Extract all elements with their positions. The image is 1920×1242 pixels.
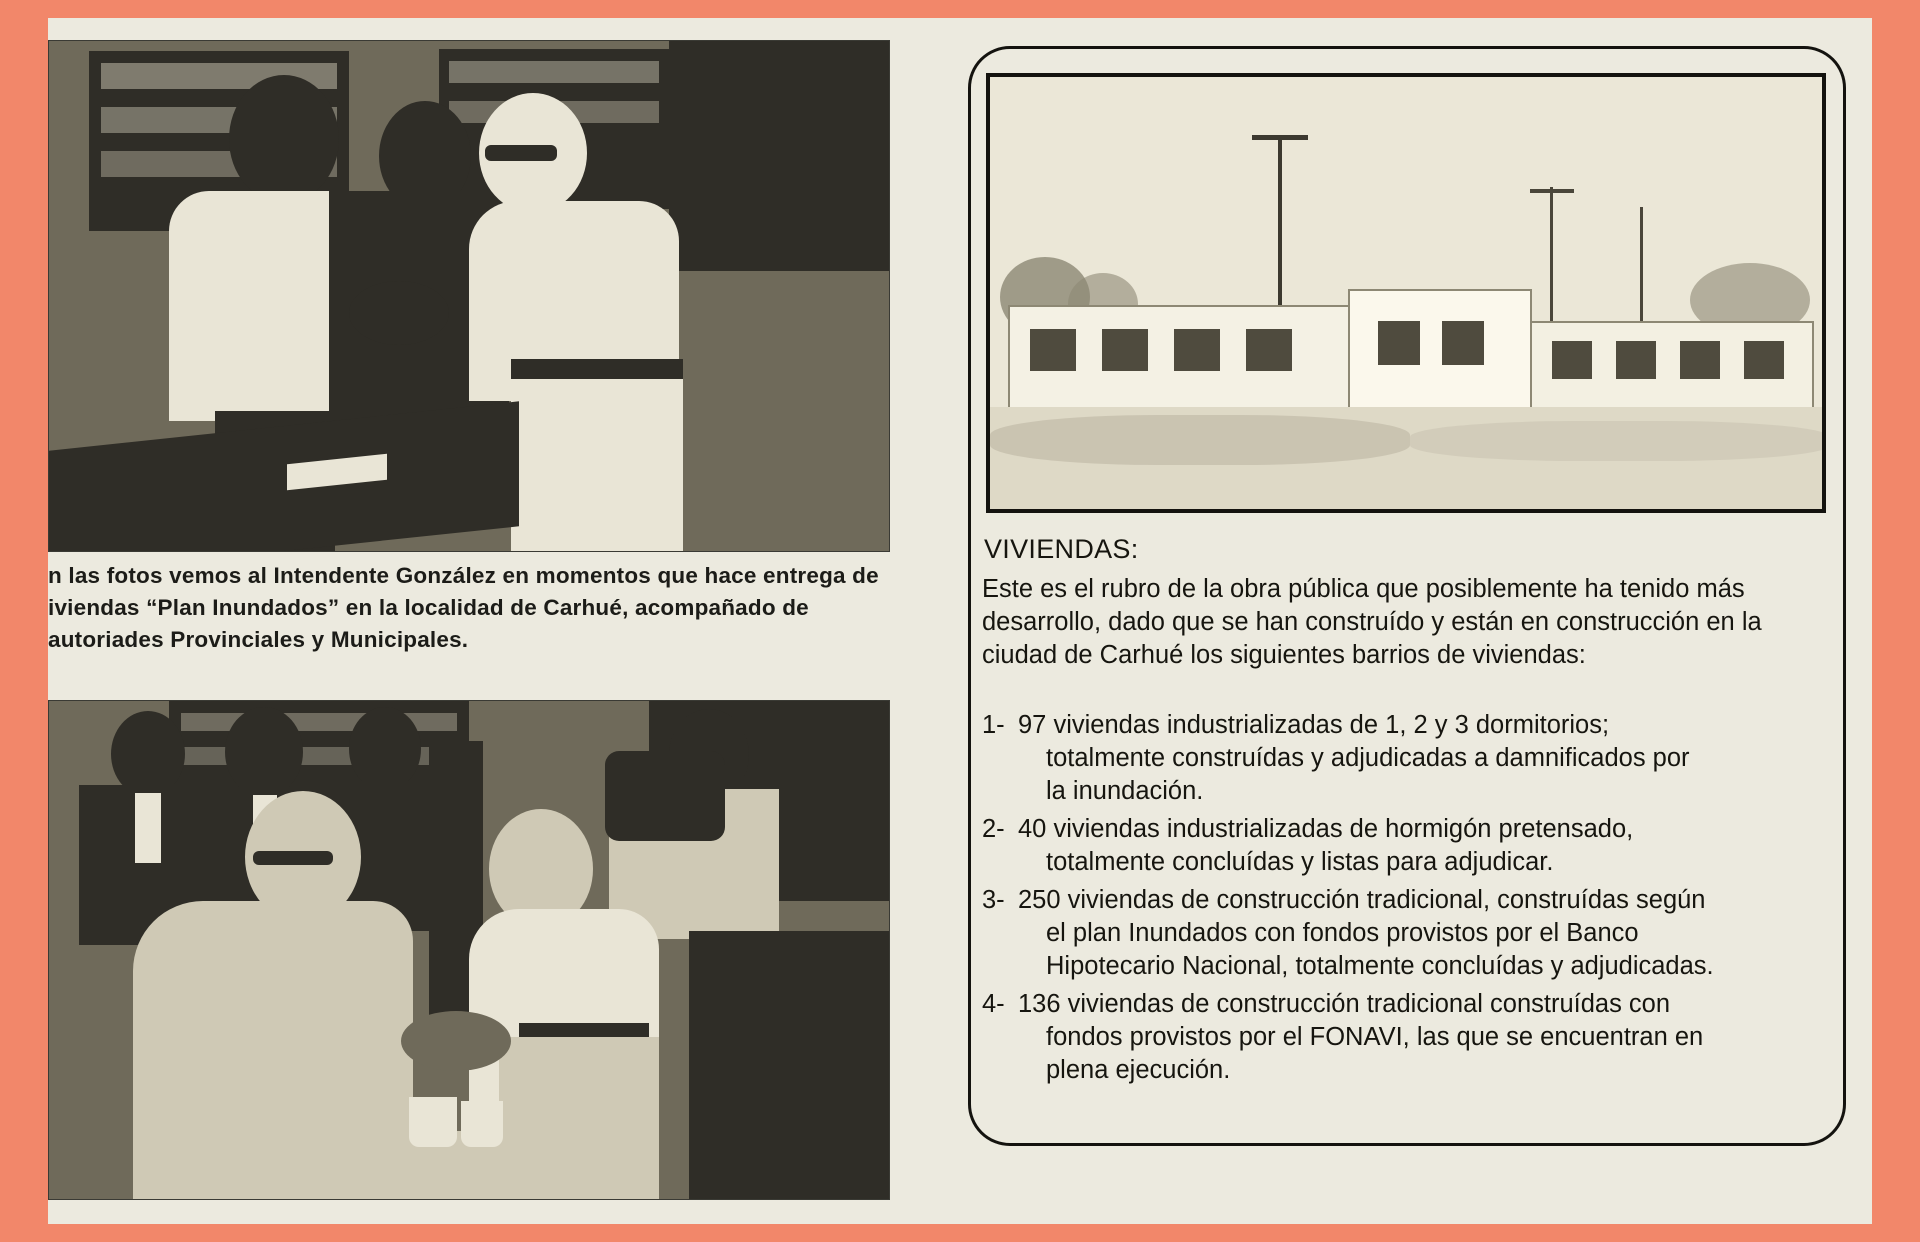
list-item-number: 4- bbox=[982, 990, 1005, 1018]
photo-shape-window bbox=[1246, 329, 1292, 371]
photo-shape-belt bbox=[519, 1023, 649, 1037]
photo-shape-window bbox=[1102, 329, 1148, 371]
photo-shape-tie-bg bbox=[135, 793, 161, 863]
section-intro bbox=[982, 573, 1828, 672]
photo-shape-handshake bbox=[349, 281, 449, 345]
photo-shape-window bbox=[1442, 321, 1484, 365]
photo-shape-glasses bbox=[253, 851, 333, 865]
photo-shape-camera bbox=[605, 751, 725, 841]
left-column bbox=[48, 40, 896, 1200]
list-item-line: 136 viviendas de construcción tradicional construídas con bbox=[1018, 990, 1671, 1018]
photo-shape-head-bg bbox=[225, 707, 303, 797]
document-page bbox=[48, 18, 1872, 1224]
list-item bbox=[982, 988, 1838, 1087]
photo-shape-glass bbox=[409, 1097, 457, 1147]
list-item-text bbox=[1018, 884, 1838, 983]
list-item-line: fondos provistos por el FONAVI, las que se encuentran en bbox=[1046, 1023, 1704, 1051]
photo-shape-glasses bbox=[485, 145, 557, 161]
photo-shape-dark-foreground bbox=[689, 931, 889, 1199]
photo-shape-window bbox=[1680, 341, 1720, 379]
photo-shape-shutter-slat bbox=[449, 61, 659, 83]
photo-shape-window bbox=[1552, 341, 1592, 379]
photo-shape-window bbox=[1030, 329, 1076, 371]
photo-shape-window bbox=[1378, 321, 1420, 365]
right-column bbox=[968, 46, 1848, 1196]
photo-shape-paper bbox=[519, 433, 605, 463]
intro-paragraph: Este es el rubro de la obra pública que posiblemente ha tenido más desarrollo, dado que se han construído y están en construcción en la ciudad de Carhué los siguientes barrios de viviendas: bbox=[982, 575, 1762, 669]
photo-shape-window bbox=[1744, 341, 1784, 379]
photo-shape-head-bg bbox=[349, 707, 421, 791]
list-item-line: Hipotecario Nacional, totalmente concluídas y adjudicadas. bbox=[1046, 952, 1714, 980]
photo-shape-handshake bbox=[401, 1011, 511, 1071]
photo-shape-antenna bbox=[1530, 189, 1574, 193]
list-item-number: 1- bbox=[982, 711, 1005, 739]
photo-shape-head-left bbox=[229, 75, 339, 203]
list-item-text bbox=[1018, 988, 1838, 1087]
photo-shape-grass bbox=[1410, 421, 1826, 461]
list-item-number: 2- bbox=[982, 815, 1005, 843]
list-item bbox=[982, 884, 1838, 983]
photo-handshake-award bbox=[48, 40, 890, 552]
photo-shape-light-arm bbox=[1252, 135, 1308, 140]
section-title: VIVIENDAS: bbox=[984, 534, 1139, 564]
photo-shape-trousers-right bbox=[511, 379, 683, 551]
list-item-text bbox=[1018, 709, 1838, 808]
photo-viviendas-barrio bbox=[986, 73, 1826, 513]
photo-shape-belt bbox=[511, 359, 683, 379]
list-item-line: 40 viviendas industrializadas de hormigón pretensado, bbox=[1018, 815, 1634, 843]
list-item-number: 3- bbox=[982, 886, 1005, 914]
photo-handshake-ceremony bbox=[48, 700, 890, 1200]
list-item-line: 97 viviendas industrializadas de 1, 2 y 3 dormitorios; bbox=[1018, 711, 1610, 739]
photo-shape-window bbox=[1174, 329, 1220, 371]
list-item-line: 250 viviendas de construcción tradicional, construídas según bbox=[1018, 886, 1706, 914]
photo-shape-pole bbox=[1640, 207, 1643, 327]
list-item-text bbox=[1018, 813, 1838, 879]
photo-shape-antenna-pole bbox=[1550, 187, 1553, 327]
photo-shape-grass bbox=[990, 415, 1410, 465]
list-item bbox=[982, 813, 1838, 879]
photo-shape-glass bbox=[461, 1101, 503, 1147]
list-item-line: plena ejecución. bbox=[1046, 1056, 1231, 1084]
viviendas-list bbox=[982, 709, 1838, 1092]
photo-caption: n las fotos vemos al Intendente González en momentos que hace entrega de iviendas “Plan Inundados” en la localidad de Carhué, acompañado de autoriades Provinciales y Municipales. bbox=[48, 563, 879, 652]
photo-shape-window bbox=[1616, 341, 1656, 379]
photo-shape-house-center bbox=[1348, 289, 1532, 417]
photo-shape-dark-wall bbox=[669, 41, 889, 271]
list-item-line: totalmente concluídas y listas para adjudicar. bbox=[1046, 848, 1554, 876]
list-item-line: el plan Inundados con fondos provistos por el Banco bbox=[1046, 919, 1639, 947]
list-item-line: totalmente construídas y adjudicadas a damnificados por bbox=[1046, 744, 1690, 772]
list-item bbox=[982, 709, 1838, 808]
list-item-line: la inundación. bbox=[1046, 777, 1204, 805]
